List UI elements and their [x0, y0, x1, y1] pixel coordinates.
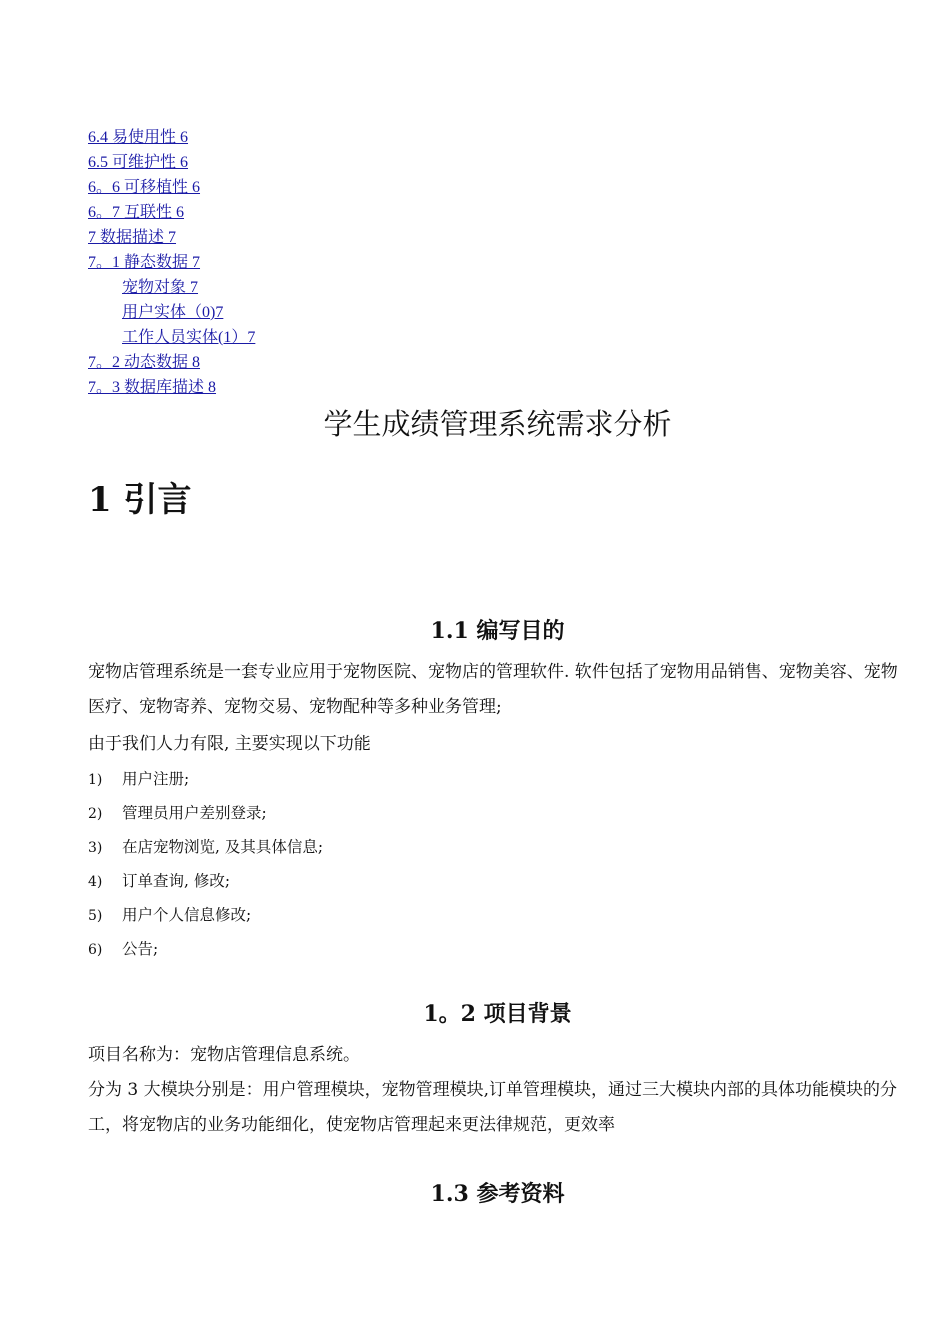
list-item: [88, 830, 788, 864]
purpose-paragraph: 宠物店管理系统是一套专业应用于宠物医院、宠物店的管理软件. 软件包括了宠物用品销售、宠物美容、宠物医疗、宠物寄养、宠物交易、宠物配种等多种业务管理;: [88, 662, 898, 717]
toc-link[interactable]: 6.4 易使用性 6: [88, 129, 189, 146]
list-item-number: 1): [88, 772, 103, 788]
list-item-number: 4): [88, 874, 103, 890]
list-item-number: 6): [88, 942, 103, 958]
list-item-number: 2): [88, 806, 103, 822]
list-item-number: 3): [88, 840, 103, 856]
purpose-scope-paragraph: 由于我们人力有限, 主要实现以下功能: [88, 734, 371, 754]
toc-link[interactable]: 7 数据描述 7: [88, 229, 177, 246]
list-item: [88, 796, 788, 830]
section-heading-purpose: 1.1 编写目的: [430, 618, 565, 644]
feature-list: [88, 762, 788, 966]
list-item-text: 用户个人信息修改;: [122, 906, 252, 924]
toc-link[interactable]: 6。7 互联性 6: [88, 204, 185, 221]
list-item-text: 订单查询, 修改;: [122, 872, 231, 890]
toc-sub-link[interactable]: 用户实体（0)7: [122, 304, 224, 321]
list-item-text: 在店宠物浏览, 及其具体信息;: [122, 838, 324, 856]
toc-link[interactable]: 7。2 动态数据 8: [88, 354, 201, 371]
toc-link[interactable]: 6。6 可移植性 6: [88, 179, 201, 196]
list-item-text: 管理员用户差别登录;: [122, 804, 267, 822]
section-heading-introduction: 1 引言: [88, 480, 192, 520]
list-item: [88, 762, 788, 796]
toc-link[interactable]: 7。3 数据库描述 8: [88, 379, 217, 396]
list-item-text: 公告;: [122, 940, 159, 958]
toc-sub-link[interactable]: 宠物对象 7: [122, 279, 199, 296]
document-title: 学生成绩管理系统需求分析: [323, 407, 672, 441]
section-heading-references: 1.3 参考资料: [430, 1181, 565, 1207]
list-item: [88, 864, 788, 898]
background-paragraph: 分为 3 大模块分别是：用户管理模块，宠物管理模块,订单管理模块，通过三大模块内部的具体功能模块的分工，将宠物店的业务功能细化，使宠物店管理起来更法律规范，更效率: [88, 1080, 898, 1135]
toc-sub-link[interactable]: 工作人员实体(1）7: [122, 329, 256, 346]
list-item-number: 5): [88, 908, 103, 924]
list-item: [88, 932, 788, 966]
section-heading-background: 1。2 项目背景: [423, 1001, 572, 1027]
list-item: [88, 898, 788, 932]
list-item-text: 用户注册;: [122, 770, 190, 788]
background-project-name: 项目名称为：宠物店管理信息系统。: [88, 1045, 360, 1065]
toc-link[interactable]: 6.5 可维护性 6: [88, 154, 189, 171]
toc-link[interactable]: 7。1 静态数据 7: [88, 254, 201, 271]
table-of-contents: [88, 125, 688, 400]
